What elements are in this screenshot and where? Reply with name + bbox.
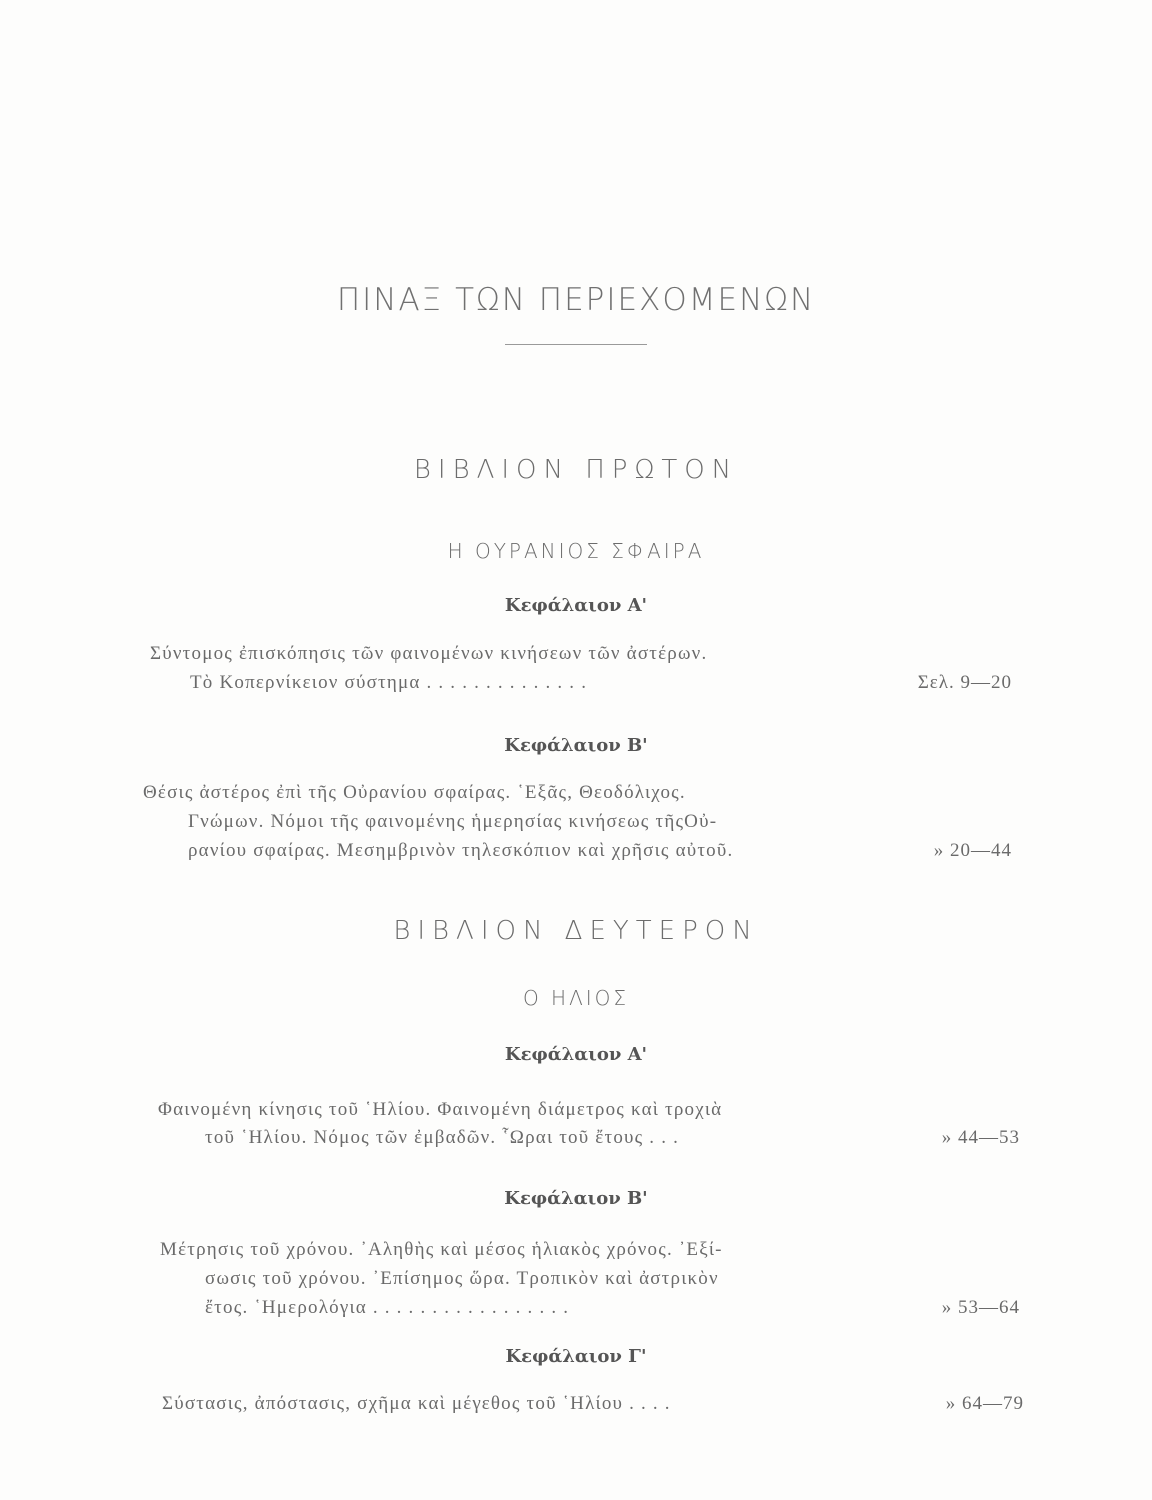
page-reference: » 20—44 [933,840,1012,861]
chapter-heading: Κεφάλαιον Β' [504,1188,648,1209]
entry-line: Τὸ Κοπερνίκειον σύστημα . . . . . . . . . . . . . . [190,672,588,693]
part-heading: Η ΟΥΡΑΝΙΟΣ ΣΦΑΙΡΑ [447,539,705,563]
page-title: ΠΙΝΑΞ ΤΩΝ ΠΕΡΙΕΧΟΜΕΝΩΝ [336,282,816,318]
chapter-heading: Κεφάλαιον Β' [504,735,648,756]
chapter-heading: Κεφάλαιον Α' [504,1044,648,1065]
entry-line: Φαινομένη κίνησις τοῦ ῾Ηλίου. Φαινομένη διάμετρος καὶ τροχιὰ [158,1099,723,1120]
chapter-heading: Κεφάλαιον Γ' [505,1346,647,1367]
book-heading: ΒΙΒΛΙΟΝ ΠΡΩΤΟΝ [413,455,739,485]
page-reference: » 53—64 [941,1297,1020,1318]
part-heading: Ο ΗΛΙΟΣ [522,986,630,1010]
book-heading: ΒΙΒΛΙΟΝ ΔΕΥΤΕΡΟΝ [393,916,759,946]
toc-entry [0,779,1152,879]
page-reference: » 64—79 [945,1393,1024,1414]
page-reference: » 44—53 [941,1127,1020,1148]
entry-line: Σύντομος ἐπισκόπησις τῶν φαινομένων κινήσεων τῶν ἀστέρων. [150,643,708,664]
entry-line: Γνώμων. Νόμοι τῆς φαινομένης ἡμερησίας κινήσεως τῆςΟὐ- [188,811,718,832]
chapter-heading: Κεφάλαιον Α' [504,595,648,616]
toc-entry [0,640,1152,740]
entry-line: Θέσις ἀστέρος ἐπὶ τῆς Οὐρανίου σφαίρας. ῾Εξᾶς, Θεοδόλιχος. [143,782,686,803]
entry-line: Μέτρησις τοῦ χρόνου. ᾿Αληθὴς καὶ μέσος ἡλιακὸς χρόνος. ᾿Εξί- [160,1239,723,1260]
entry-line: σωσις τοῦ χρόνου. ᾿Επίσημος ὥρα. Τροπικὸν καὶ ἀστρικὸν [205,1268,719,1289]
entry-line: ἔτος. ῾Ημερολόγια . . . . . . . . . . . . . . . . . [205,1297,570,1318]
title-rule [505,344,647,345]
toc-entry [0,1236,1152,1336]
entry-line: ρανίου σφαίρας. Μεσημβρινὸν τηλεσκόπιον καὶ χρῆσις αὐτοῦ. [188,840,734,861]
entry-line: τοῦ ῾Ηλίου. Νόμος τῶν ἐμβαδῶν. ῟Ωραι τοῦ ἔτους . . . [205,1127,680,1148]
toc-entry [0,1390,1152,1490]
page-reference: Σελ. 9—20 [917,672,1012,693]
toc-entry [0,1096,1152,1196]
entry-line: Σύστασις, ἀπόστασις, σχῆμα καὶ μέγεθος τοῦ ῾Ηλίου . . . . [162,1393,671,1414]
